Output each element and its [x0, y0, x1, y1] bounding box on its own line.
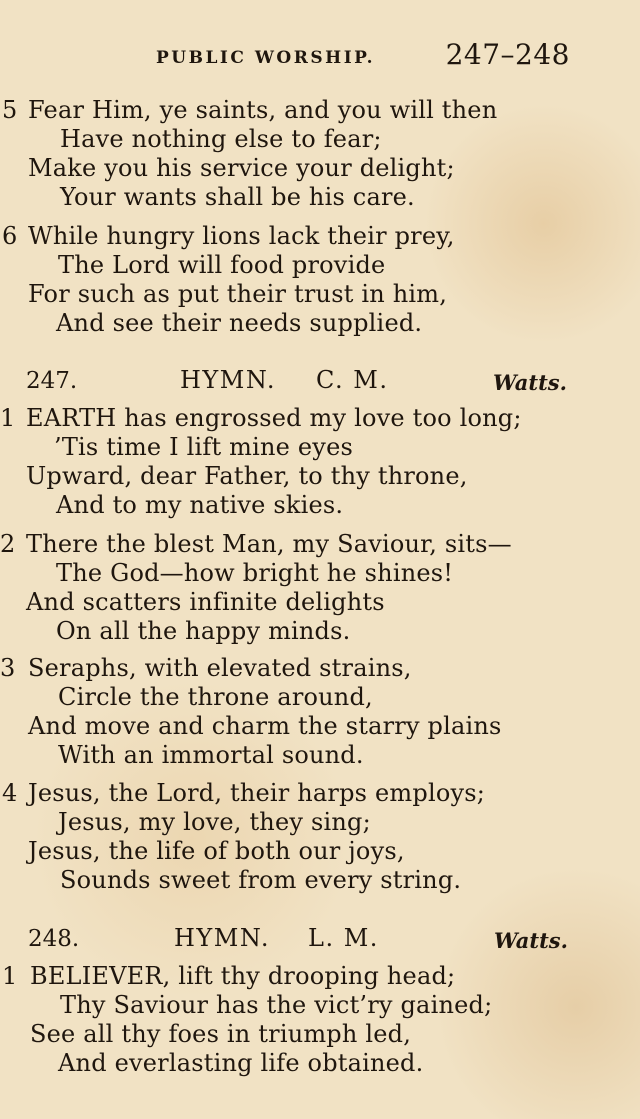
- verse-line: While hungry lions lack their prey,: [28, 222, 455, 250]
- running-head: PUBLIC WORSHIP.: [156, 48, 376, 68]
- verse-number: 2: [0, 530, 16, 558]
- verse-number: 4: [2, 779, 18, 807]
- verse-line: And scatters infinite delights: [26, 588, 385, 616]
- hymn-number: 247.: [26, 368, 78, 394]
- verse-line: Seraphs, with elevated strains,: [28, 654, 412, 682]
- verse-line: Circle the throne around,: [58, 683, 373, 711]
- verse-line: Sounds sweet from every string.: [60, 866, 462, 894]
- page-header: [150, 38, 580, 78]
- verse-line: Upward, dear Father, to thy throne,: [26, 462, 468, 490]
- verse-line: Fear Him, ye saints, and you will then: [28, 96, 498, 124]
- verse-line: EARTH has engrossed my love too long;: [26, 404, 522, 432]
- verse-number: 6: [2, 222, 18, 250]
- verse-line: And move and charm the starry plains: [28, 712, 502, 740]
- hymn-title: HYMN.: [180, 366, 276, 394]
- hymn-247-heading: [0, 366, 640, 400]
- verse-line: BELIEVER, lift thy drooping head;: [30, 962, 456, 990]
- verse-line: ’Tis time I lift mine eyes: [54, 433, 353, 461]
- verse-line: Jesus, the life of both our joys,: [28, 837, 405, 865]
- verse-line: Make you his service your delight;: [28, 154, 455, 182]
- verse-line: With an immortal sound.: [58, 741, 364, 769]
- verse-number: 5: [2, 96, 18, 124]
- verse-number: 1: [0, 404, 16, 432]
- verse-line: Jesus, my love, they sing;: [58, 808, 371, 836]
- verse-number: 1: [2, 962, 18, 990]
- verse-line: And see their needs supplied.: [56, 309, 423, 337]
- verse-line: Thy Saviour has the vict’ry gained;: [60, 991, 493, 1019]
- hymn-248-heading: [0, 924, 640, 958]
- hymn-meter: L. M.: [308, 924, 379, 952]
- hymn-title: HYMN.: [174, 924, 270, 952]
- verse-line: The Lord will food provide: [58, 251, 386, 279]
- hymn-author: Watts.: [494, 928, 568, 953]
- hymn-meter: C. M.: [316, 366, 389, 394]
- verse-line: There the blest Man, my Saviour, sits—: [26, 530, 512, 558]
- verse-line: See all thy foes in triumph led,: [30, 1020, 412, 1048]
- verse-line: The God—how bright he shines!: [56, 559, 454, 587]
- verse-line: For such as put their trust in him,: [28, 280, 448, 308]
- verse-number: 3: [0, 654, 16, 682]
- verse-line: And everlasting life obtained.: [58, 1049, 424, 1077]
- hymn-range: 247–248: [445, 38, 570, 71]
- verse-line: Your wants shall be his care.: [60, 183, 415, 211]
- verse-line: On all the happy minds.: [56, 617, 351, 645]
- verse-line: Have nothing else to fear;: [60, 125, 382, 153]
- hymn-number: 248.: [28, 926, 80, 952]
- hymn-author: Watts.: [493, 370, 567, 395]
- verse-line: And to my native skies.: [56, 491, 344, 519]
- verse-line: Jesus, the Lord, their harps employs;: [28, 779, 486, 807]
